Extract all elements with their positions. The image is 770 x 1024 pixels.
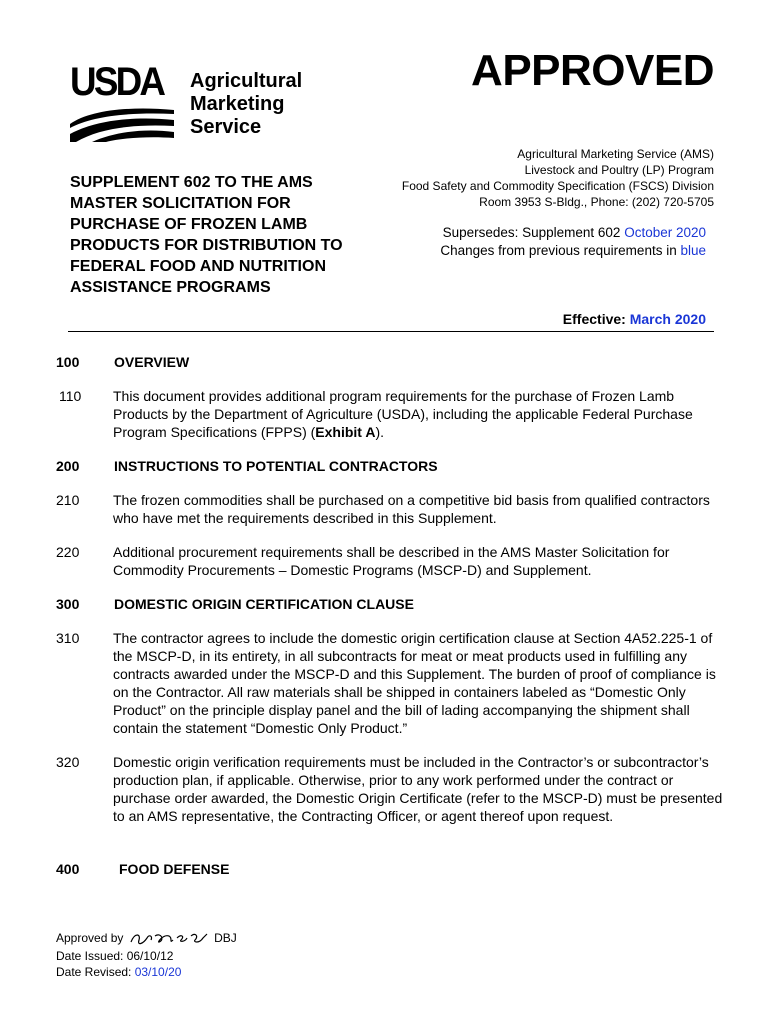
office-address: [402, 146, 714, 210]
supersedes-prefix: Supersedes: Supplement 602: [442, 225, 625, 240]
section-number: 310: [56, 630, 80, 646]
section-heading-overview: OVERVIEW: [114, 354, 190, 370]
approved-stamp: APPROVED: [471, 46, 714, 95]
section-110-text-b: ).: [375, 424, 385, 440]
agency-line-3: Service: [190, 116, 262, 138]
footer: [56, 930, 237, 980]
section-number: 200: [56, 458, 80, 474]
agency-name: [190, 70, 302, 139]
effective-date-value: March 2020: [629, 311, 706, 327]
section-320-text: Domestic origin verification requirements must be included in the Contractor’s or subcontractor’s production plan, if applicable. Otherwise, prior to any work performed under the contract or purchase order awarded, the Domestic Origin Certificate (refer to the MSCP-D) must be presented to an AMS representative, the Contracting Officer, or agent thereof upon request.: [113, 754, 723, 824]
section-number: 400: [56, 861, 80, 877]
office-line-2: Livestock and Poultry (LP) Program: [524, 163, 714, 177]
section-number: 300: [56, 596, 80, 612]
section-210-text: The frozen commodities shall be purchased on a competitive bid basis from qualified contractors who have met the requirements described in this Supplement.: [113, 492, 710, 526]
usda-mark-text: USDA: [70, 60, 164, 104]
office-line-1: Agricultural Marketing Service (AMS): [517, 147, 714, 161]
section-110-text-a: This document provides additional program requirements for the purchase of Frozen Lamb Products by the Department of Agriculture (USDA), including the applicable Federal Purchase Program Specifications (FPPS) (: [113, 388, 693, 440]
date-revised-label: Date Revised:: [56, 965, 135, 979]
section-310-text: The contractor agrees to include the domestic origin certification clause at Section 4A52.225-1 of the MSCP-D, in its entirety, in all subcontracts for meat or meat products used in fulfilling any contracts awarded under the MSCP-D and this Supplement. The burden of proof of compliance is on the Contractor. All raw materials shall be shipped in containers labeled as “Domestic Only Product” on the principle display panel and the bill of lading accompanying the shipment shall contain the statement “Domestic Only Product.”: [113, 630, 716, 736]
usda-field-icon: [70, 106, 174, 142]
office-line-4: Room 3953 S-Bldg., Phone: (202) 720-5705: [479, 195, 714, 209]
usda-logo: [70, 60, 310, 144]
exhibit-a-reference: Exhibit A: [315, 424, 376, 440]
date-revised-row: [56, 964, 237, 980]
changes-prefix: Changes from previous requirements in: [440, 243, 681, 258]
usda-mark: [70, 60, 174, 144]
agency-line-2: Marketing: [190, 93, 285, 115]
office-line-3: Food Safety and Commodity Specification (FSCS) Division: [401, 179, 714, 193]
header-divider: [68, 331, 714, 332]
section-number: 320: [56, 754, 80, 770]
section-number: 100: [56, 354, 80, 370]
section-110-text: [113, 387, 725, 441]
signature-icon: [129, 930, 209, 948]
supersedes-date: October 2020: [624, 225, 706, 240]
section-heading-domestic-origin: DOMESTIC ORIGIN CERTIFICATION CLAUSE: [114, 596, 414, 612]
effective-date: [563, 311, 706, 327]
approved-by-label: Approved by: [56, 931, 124, 946]
section-number: 210: [56, 492, 80, 508]
effective-label: Effective:: [562, 311, 626, 327]
section-220-text: Additional procurement requirements shall be described in the AMS Master Solicitation for Commodity Procurements – Domestic Programs (MSCP-D) and Supplement.: [113, 544, 670, 578]
approved-by-row: [56, 930, 237, 948]
changes-color-word: blue: [680, 243, 706, 258]
section-heading-food-defense: FOOD DEFENSE: [119, 861, 230, 877]
section-number: 110: [59, 388, 82, 404]
date-issued: Date Issued: 06/10/12: [56, 949, 174, 963]
supersedes-note: [440, 224, 706, 260]
section-number: 220: [56, 544, 80, 560]
document-title: SUPPLEMENT 602 TO THE AMS MASTER SOLICITATION FOR PURCHASE OF FROZEN LAMB PRODUCTS FOR DISTRIBUTION TO FEDERAL FOOD AND NUTRITION ASSISTANCE PROGRAMS: [70, 174, 343, 296]
approved-by-initials: DBJ: [214, 931, 237, 946]
date-revised-value: 03/10/20: [134, 965, 182, 979]
section-heading-instructions: INSTRUCTIONS TO POTENTIAL CONTRACTORS: [114, 458, 438, 474]
agency-line-1: Agricultural: [190, 70, 303, 92]
